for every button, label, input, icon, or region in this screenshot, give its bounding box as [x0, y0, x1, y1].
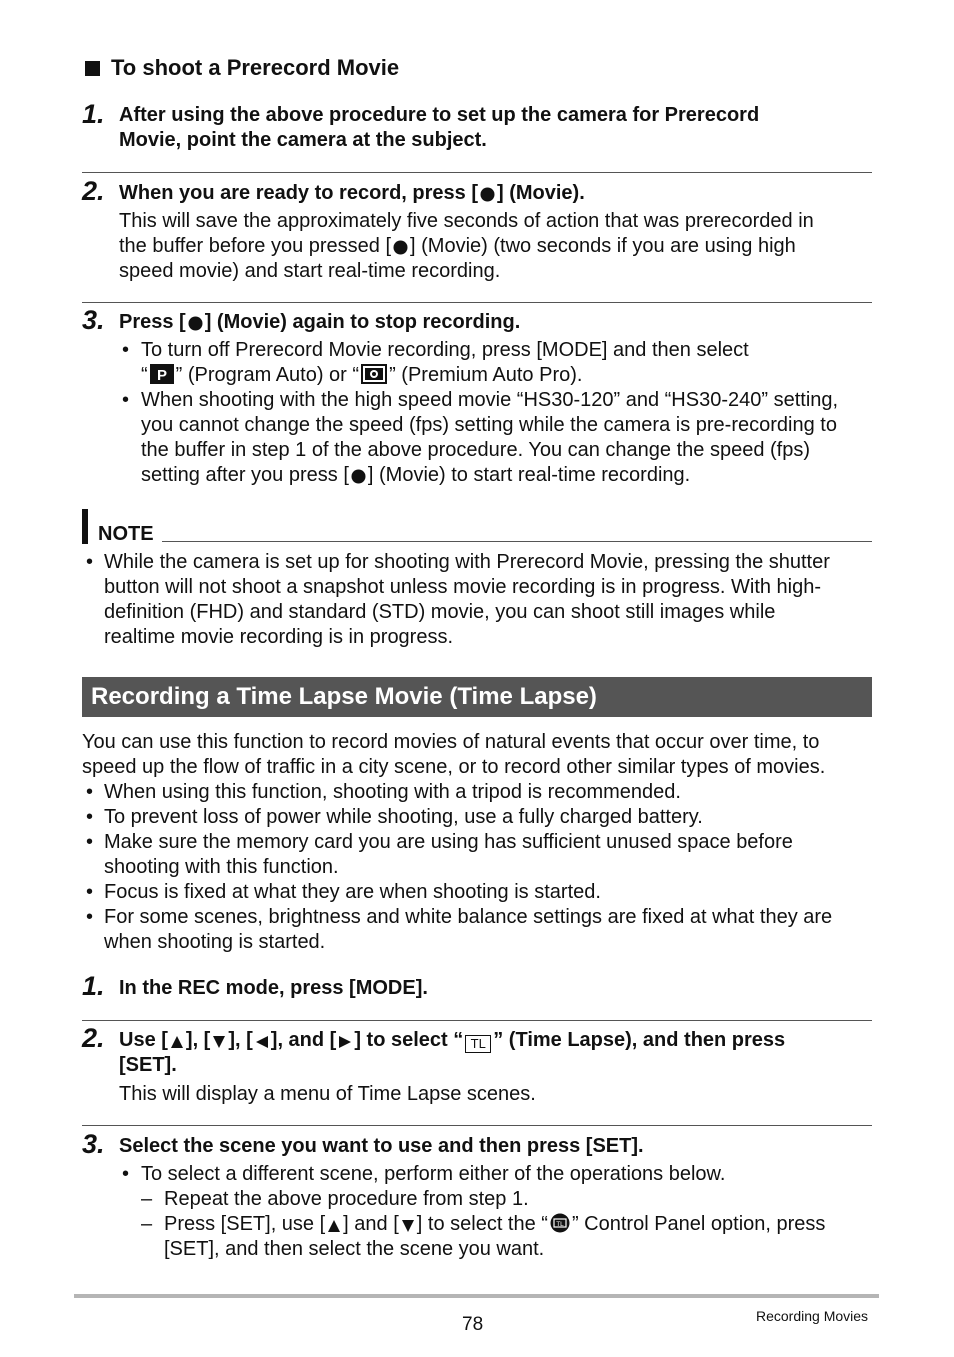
- step-number: 1.: [82, 99, 105, 129]
- time-lapse-circle-icon: [550, 1213, 570, 1233]
- step-body: This will save the approximately five seconds of action that was prerecorded in: [119, 210, 814, 232]
- note-text: realtime movie recording is in progress.: [104, 626, 454, 648]
- bullet-text: To turn off Prerecord Movie recording, press [MODE] and then select: [141, 339, 749, 361]
- step-title: Use [ ], [ ], [ ], and [ ] to select “ TL ” (Time Lapse), and then press: [119, 1029, 786, 1051]
- program-auto-icon: [150, 364, 174, 384]
- section-title: Recording a Time Lapse Movie (Time Lapse): [91, 683, 597, 710]
- footer-rule: [74, 1294, 879, 1298]
- step-number: 2.: [82, 1023, 105, 1053]
- bullet-text: To prevent loss of power while shooting, use a fully charged battery.: [104, 806, 703, 828]
- step-title: Press [ ] (Movie) again to stop recording.: [119, 311, 521, 333]
- bullet-text: when shooting is started.: [104, 931, 326, 953]
- step-title: [SET].: [119, 1054, 177, 1076]
- step-body: the buffer before you pressed [ ] (Movie) (two seconds if you are using high: [119, 235, 796, 257]
- step-number: 3.: [82, 305, 105, 335]
- bullet: •: [86, 806, 94, 828]
- divider: [82, 172, 872, 173]
- bullet-text: the buffer in step 1 of the above procedure. You can change the speed (fps): [141, 439, 811, 461]
- bullet-text: When shooting with the high speed movie “HS30-120” and “HS30-240” setting,: [141, 389, 839, 411]
- bullet: •: [86, 881, 94, 903]
- bullet-text: Focus is fixed at what they are when shooting is started.: [104, 881, 601, 903]
- step-body: speed movie) and start real-time recording.: [119, 260, 501, 282]
- note-text: button will not shoot a snapshot unless movie recording is in progress. With high-: [104, 576, 822, 598]
- note-text: definition (FHD) and standard (STD) movie, you can shoot still images while: [104, 601, 776, 623]
- bullet: •: [122, 339, 130, 361]
- note-rule: [162, 541, 872, 542]
- step-title: After using the above procedure to set up the camera for Prerecord: [119, 104, 760, 126]
- bullet-text: shooting with this function.: [104, 856, 339, 878]
- section-heading: To shoot a Prerecord Movie: [111, 55, 400, 80]
- down-arrow-icon: [401, 1219, 415, 1233]
- bullet-text: setting after you press [ ] (Movie) to start real-time recording.: [141, 464, 691, 486]
- bullet: •: [122, 1163, 130, 1185]
- intro-text: speed up the flow of traffic in a city scene, or to record other similar types of movies.: [82, 756, 826, 778]
- intro-text: You can use this function to record movies of natural events that occur over time, to: [82, 731, 820, 753]
- bullet: •: [86, 551, 94, 573]
- svg-text:TL: TL: [556, 1221, 564, 1228]
- up-arrow-icon: [170, 1035, 184, 1049]
- bullet: •: [86, 831, 94, 853]
- bullet: •: [122, 389, 130, 411]
- bullet-text: When using this function, shooting with a tripod is recommended.: [104, 781, 681, 803]
- left-arrow-icon: [255, 1035, 269, 1049]
- square-bullet-icon: [85, 61, 100, 76]
- bullet: •: [86, 781, 94, 803]
- movie-record-icon: [393, 240, 408, 255]
- section-title-band: [82, 677, 872, 717]
- down-arrow-icon: [212, 1035, 226, 1049]
- bullet-text: To select a different scene, perform either of the operations below.: [141, 1163, 726, 1185]
- step-title: Select the scene you want to use and then press [SET].: [119, 1135, 644, 1157]
- movie-record-icon: [480, 187, 495, 202]
- divider: [82, 1020, 872, 1021]
- footer-section: Recording Movies: [756, 1308, 869, 1324]
- step-number: 3.: [82, 1129, 105, 1159]
- premium-auto-pro-icon: [361, 364, 387, 384]
- movie-record-icon: [351, 469, 366, 484]
- divider: [82, 1125, 872, 1126]
- step-title: Movie, point the camera at the subject.: [119, 129, 487, 151]
- right-arrow-icon: [338, 1035, 352, 1049]
- dash-text: Press [SET], use [ ] and [ ] to select the “ TL ” Control Panel option, press: [164, 1213, 826, 1235]
- note-bar: [82, 509, 88, 544]
- page-number: 78: [462, 1314, 484, 1335]
- movie-record-icon: [188, 316, 203, 331]
- step-title: In the REC mode, press [MODE].: [119, 977, 428, 999]
- dash-text: [SET], and then select the scene you want.: [164, 1238, 545, 1260]
- dash-text: Repeat the above procedure from step 1.: [164, 1188, 529, 1210]
- dash: –: [141, 1188, 153, 1210]
- step-body: This will display a menu of Time Lapse scenes.: [119, 1083, 536, 1105]
- up-arrow-icon: [327, 1219, 341, 1233]
- step-number: 2.: [82, 176, 105, 206]
- svg-text:P: P: [156, 367, 167, 384]
- bullet-text: Make sure the memory card you are using has sufficient unused space before: [104, 831, 793, 853]
- step-title: When you are ready to record, press [ ] (Movie).: [119, 182, 585, 204]
- bullet-text: “ P ” (Program Auto) or “ ” (Premium Auto Pro).: [141, 364, 583, 386]
- step-number: 1.: [82, 971, 105, 1001]
- dash: –: [141, 1213, 153, 1235]
- note-label: NOTE: [98, 523, 154, 545]
- note-text: While the camera is set up for shooting with Prerecord Movie, pressing the shutter: [104, 551, 830, 573]
- time-lapse-icon: TL: [465, 1035, 491, 1053]
- bullet-text: For some scenes, brightness and white balance settings are fixed at what they are: [104, 906, 833, 928]
- bullet-text: you cannot change the speed (fps) setting while the camera is pre-recording to: [141, 414, 837, 436]
- divider: [82, 302, 872, 303]
- bullet: •: [86, 906, 94, 928]
